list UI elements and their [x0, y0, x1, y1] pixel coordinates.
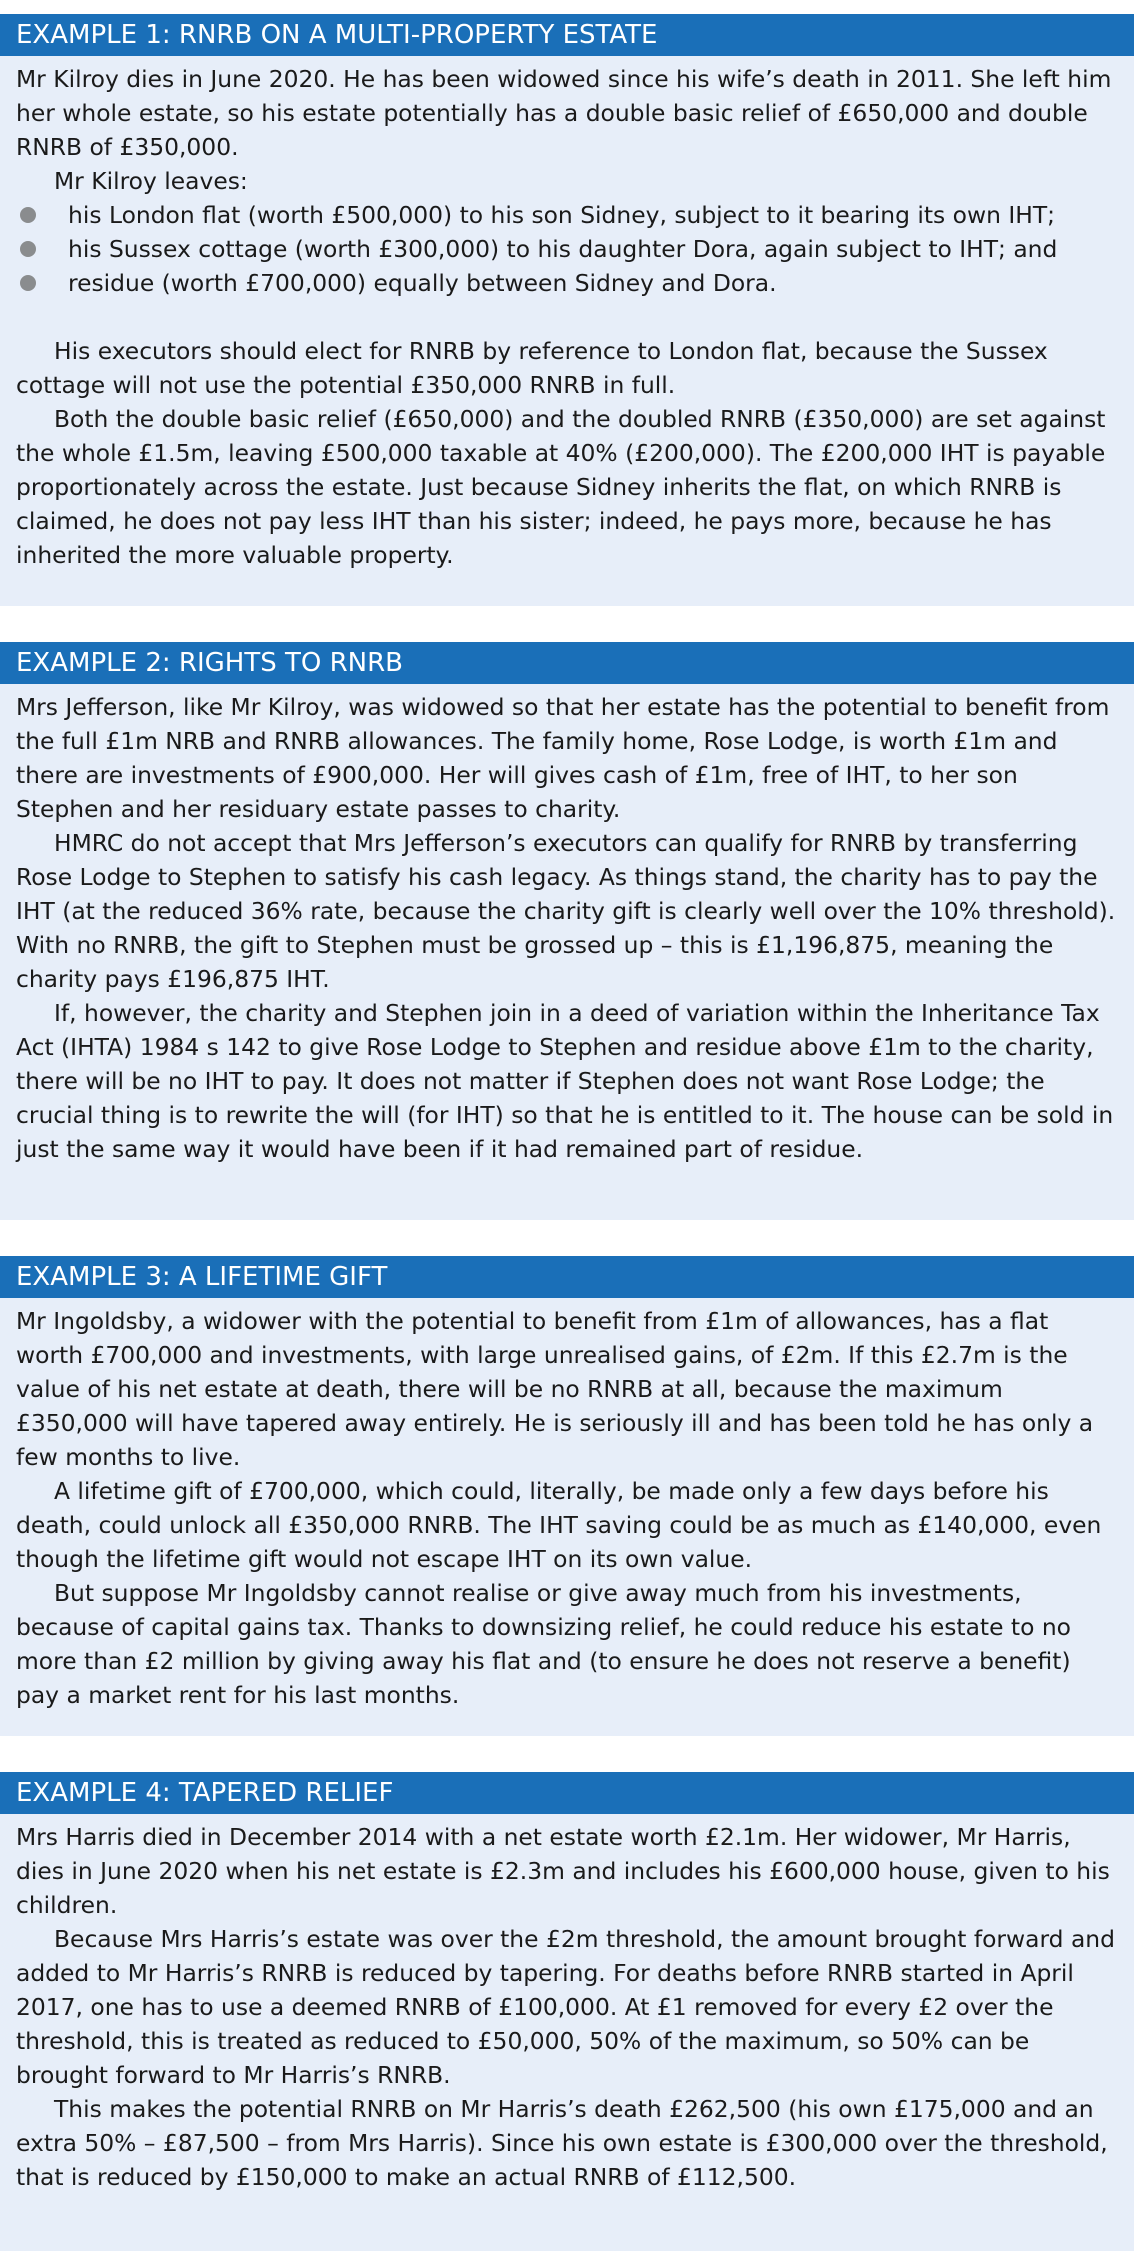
example-3-paragraph-1: Mr Ingoldsby, a widower with the potential to benefit from £1m of allowances, has a flat worth £700,000 and investments, with large unrealised gains, of £2m. If this £2.7m is the value of his net estate at death, there will be no RNRB at all, because the maximum £350,000 will have tapered away entirely. He is seriously ill and has been told he has only a few months to live.: [16, 1307, 1094, 1471]
spacer: [16, 300, 1118, 334]
bullet-icon: [20, 275, 36, 291]
example-4-paragraph-2: Because Mrs Harris’s estate was over the £2m threshold, the amount brought forward and added to Mr Harris’s RNRB is reduced by tapering. For deaths before RNRB started in April 2017, one has to use a deemed RNRB of £100,000. At £1 removed for every £2 over the threshold, this is treated as reduced to £50,000, 50% of the maximum, so 50% can be brought forward to Mr Harris’s RNRB.: [16, 1925, 1115, 2089]
example-1-paragraph-1: Mr Kilroy dies in June 2020. He has been widowed since his wife’s death in 2011. She left him her whole estate, so his estate potentially has a double basic relief of £650,000 and double RNRB of £350,000.: [16, 65, 1112, 161]
list-item: residue (worth £700,000) equally between Sidney and Dora.: [16, 266, 1118, 300]
example-1-box: [0, 14, 1134, 606]
example-1-bullet-list: [16, 198, 1118, 300]
example-4-paragraph-1: Mrs Harris died in December 2014 with a net estate worth £2.1m. Her widower, Mr Harris, dies in June 2020 when his net estate is £2.3m and includes his £600,000 house, given to his children.: [16, 1823, 1110, 1919]
example-2-paragraph-3: If, however, the charity and Stephen join in a deed of variation within the Inheritance Tax Act (IHTA) 1984 s 142 to give Rose Lodge to Stephen and residue above £1m to the charity, there will be no IHT to pay. It does not matter if Stephen does not want Rose Lodge; the crucial thing is to rewrite the will (for IHT) so that he is entitled to it. The house can be sold in just the same way it would have been if it had remained part of residue.: [16, 999, 1114, 1163]
list-item: his London flat (worth £500,000) to his son Sidney, subject to it bearing its own IHT;: [16, 198, 1118, 232]
example-2-paragraph-2: HMRC do not accept that Mrs Jefferson’s executors can qualify for RNRB by transferring Rose Lodge to Stephen to satisfy his cash legacy. As things stand, the charity has to pay the IHT (at the reduced 36% rate, because the charity gift is clearly well over the 10% threshold). With no RNRB, the gift to Stephen must be grossed up – this is £1,196,875, meaning the charity pays £196,875 IHT.: [16, 829, 1116, 993]
example-3-box: [0, 1256, 1134, 1736]
example-3-paragraph-2: A lifetime gift of £700,000, which could, literally, be made only a few days before his death, could unlock all £350,000 RNRB. The IHT saving could be as much as £140,000, even though the lifetime gift would not escape IHT on its own value.: [16, 1477, 1102, 1573]
example-1-title: EXAMPLE 1: RNRB ON A MULTI-PROPERTY ESTATE: [0, 14, 1134, 56]
example-3-paragraph-3: But suppose Mr Ingoldsby cannot realise or give away much from his investments, because of capital gains tax. Thanks to downsizing relief, he could reduce his estate to no more than £2 million by giving away his flat and (to ensure he does not reserve a benefit) pay a market rent for his last months.: [16, 1579, 1071, 1709]
example-1-paragraph-4: Both the double basic relief (£650,000) and the doubled RNRB (£350,000) are set against the whole £1.5m, leaving £500,000 taxable at 40% (£200,000). The £200,000 IHT is payable proportionately across the estate. Just because Sidney inherits the flat, on which RNRB is claimed, he does not pay less IHT than his sister; indeed, he pays more, because he has inherited the more valuable property.: [16, 405, 1106, 569]
bullet-icon: [20, 241, 36, 257]
example-3-title: EXAMPLE 3: A LIFETIME GIFT: [0, 1256, 1134, 1298]
example-4-title: EXAMPLE 4: TAPERED RELIEF: [0, 1772, 1134, 1814]
example-2-body: [0, 684, 1134, 1166]
list-item: his Sussex cottage (worth £300,000) to his daughter Dora, again subject to IHT; and: [16, 232, 1118, 266]
example-3-body: [0, 1298, 1134, 1712]
example-4-body: [0, 1814, 1134, 2194]
bullet-icon: [20, 207, 36, 223]
example-4-paragraph-3: This makes the potential RNRB on Mr Harris’s death £262,500 (his own £175,000 and an extra 50% – £87,500 – from Mrs Harris). Since his own estate is £300,000 over the threshold, that is reduced by £150,000 to make an actual RNRB of £112,500.: [16, 2095, 1108, 2191]
example-1-paragraph-2: Mr Kilroy leaves:: [54, 167, 248, 195]
example-4-box: [0, 1772, 1134, 2251]
example-2-box: [0, 642, 1134, 1220]
example-2-paragraph-1: Mrs Jefferson, like Mr Kilroy, was widowed so that her estate has the potential to benefit from the full £1m NRB and RNRB allowances. The family home, Rose Lodge, is worth £1m and there are investments of £900,000. Her will gives cash of £1m, free of IHT, to her son Stephen and her residuary estate passes to charity.: [16, 693, 1110, 823]
example-2-title: EXAMPLE 2: RIGHTS TO RNRB: [0, 642, 1134, 684]
example-1-paragraph-3: His executors should elect for RNRB by reference to London flat, because the Sussex cottage will not use the potential £350,000 RNRB in full.: [16, 337, 1048, 399]
example-1-body: [0, 56, 1134, 572]
